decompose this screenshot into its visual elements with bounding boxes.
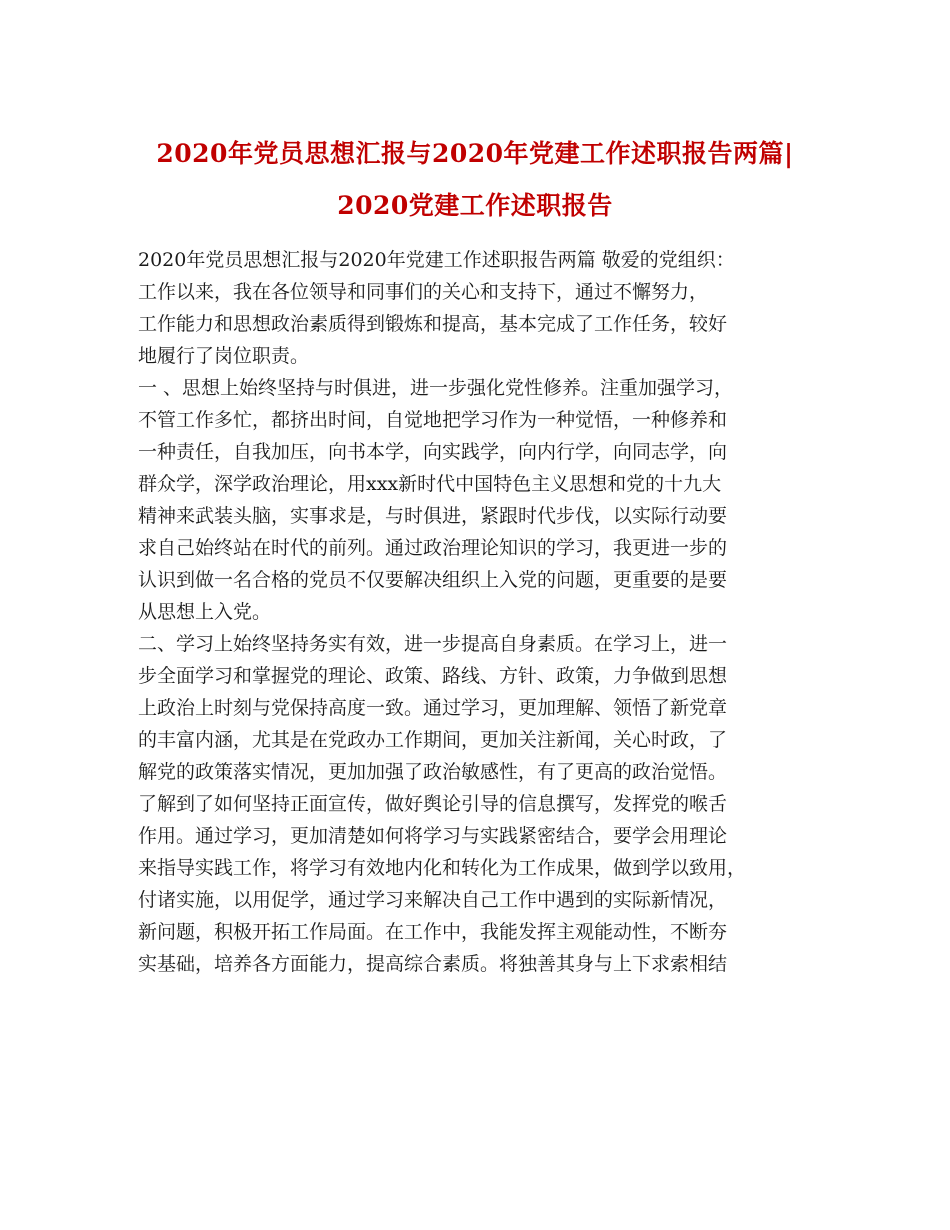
title-line-2: 2020党建工作述职报告 bbox=[337, 191, 613, 220]
body-line: 精神来武装头脑，实事求是，与时俱进，紧跟时代步伐，以实际行动要 bbox=[138, 505, 728, 527]
body-line: 的丰富内涵，尤其是在党政办工作期间，更加关注新闻，关心时政，了 bbox=[138, 729, 728, 751]
body-line: 2020年党员思想汇报与2020年党建工作述职报告两篇 敬爱的党组织： bbox=[138, 249, 735, 271]
body-line: 工作以来，我在各位领导和同事们的关心和支持下，通过不懈努力， bbox=[138, 281, 709, 303]
body-line: 地履行了岗位职责。 bbox=[138, 345, 310, 367]
body-line: 从思想上入党。 bbox=[138, 601, 272, 623]
body-line: 求自己始终站在时代的前列。通过政治理论知识的学习，我更进一步的 bbox=[138, 537, 728, 559]
body-line: 来指导实践工作，将学习有效地内化和转化为工作成果，做到学以致用， bbox=[138, 857, 747, 879]
body-line: 实基础，培养各方面能力，提高综合素质。将独善其身与上下求索相结 bbox=[138, 953, 728, 975]
body-line: 了解到了如何坚持正面宣传，做好舆论引导的信息撰写，发挥党的喉舌 bbox=[138, 793, 728, 815]
body-line: 群众学，深学政治理论，用xxx新时代中国特色主义思想和党的十九大 bbox=[138, 473, 722, 495]
body-line: 工作能力和思想政治素质得到锻炼和提高，基本完成了工作任务，较好 bbox=[138, 313, 728, 335]
body-line: 不管工作多忙，都挤出时间，自觉地把学习作为一种觉悟，一种修养和 bbox=[138, 409, 728, 431]
document-body bbox=[138, 244, 838, 980]
document-title bbox=[120, 128, 830, 232]
body-line: 一种责任，自我加压，向书本学，向实践学，向内行学，向同志学，向 bbox=[138, 441, 728, 463]
body-line: 二、学习上始终坚持务实有效，进一步提高自身素质。在学习上，进一 bbox=[138, 633, 728, 655]
body-line: 认识到做一名合格的党员不仅要解决组织上入党的问题，更重要的是要 bbox=[138, 569, 728, 591]
body-line: 步全面学习和掌握党的理论、政策、路线、方针、政策，力争做到思想 bbox=[138, 665, 728, 687]
body-line: 付诸实施，以用促学，通过学习来解决自己工作中遇到的实际新情况， bbox=[138, 889, 728, 911]
title-line-1: 2020年党员思想汇报与2020年党建工作述职报告两篇| bbox=[156, 139, 794, 168]
body-line: 作用。通过学习，更加清楚如何将学习与实践紧密结合，要学会用理论 bbox=[138, 825, 728, 847]
body-line: 新问题，积极开拓工作局面。在工作中，我能发挥主观能动性，不断夯 bbox=[138, 921, 728, 943]
body-line: 解党的政策落实情况，更加加强了政治敏感性，有了更高的政治觉悟。 bbox=[138, 761, 728, 783]
body-line: 一 、思想上始终坚持与时俱进，进一步强化党性修养。注重加强学习， bbox=[138, 377, 734, 399]
body-line: 上政治上时刻与党保持高度一致。通过学习，更加理解、领悟了新党章 bbox=[138, 697, 728, 719]
